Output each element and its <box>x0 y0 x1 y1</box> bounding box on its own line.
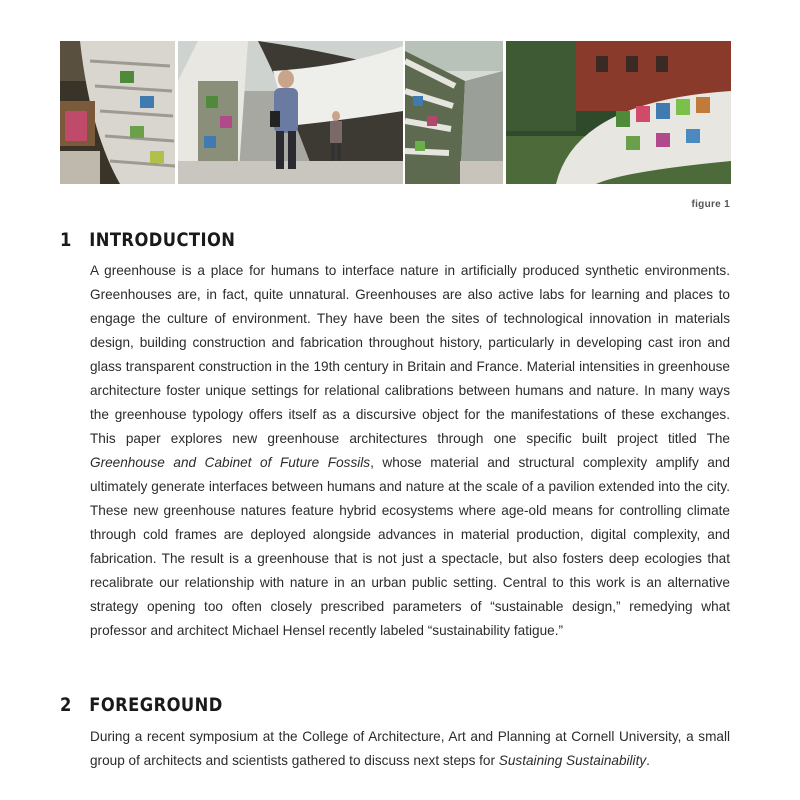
symposium-title-italic: Sustaining Sustainability <box>498 753 647 768</box>
paragraph-text: During a recent symposium at the College of Architecture, Art and Planning at Cornell University, a small group of architects and scientists gathered to discuss next steps for <box>90 729 730 768</box>
photo-pavilion-lawn <box>506 41 731 184</box>
section-number: 2 <box>60 694 72 716</box>
figure-caption: figure 1 <box>691 199 730 210</box>
figure-1-photo-strip <box>60 41 731 184</box>
paragraph-text-continued: , whose material and structural complexity amplify and ultimately generate interfaces between humans and nature at the scale of a pavilion extended into the city. These new greenhouse natures feature hybrid ecosystems where age-old means for controlling climate through cold frames are deployed alongside advances in material production, digital complexity, and fabrication. The result is a greenhouse that is not just a spectacle, but also fosters deep ecologies that recalibrate our relationship with nature in an urban public setting. Central to this work is an alternative strategy opening too often closely prescribed parameters of “sustainable design,” remedying what professor and architect Michael Hensel recently labeled “sustainability fatigue.” <box>90 455 730 638</box>
photo-pavilion-closeup <box>60 41 175 184</box>
section-heading-foreground <box>60 694 223 716</box>
photo-pavilion-side <box>405 41 503 184</box>
paragraph-text: A greenhouse is a place for humans to interface nature in artificially produced synthetic environments. Greenhouses are, in fact, quite unnatural. Greenhouses are also active labs for learning and places to engage the culture of environment. They have been the sites of technological innovation in materials design, building construction and fabrication throughout history, particularly in developing cast iron and glass transparent construction in the 19th century in Britain and France. Material intensities in greenhouse architecture foster unique settings for relational calibrations between humans and nature. In many ways the greenhouse typology offers itself as a discursive object for the manifestations of these exchanges. This paper explores new greenhouse architectures through one specific built project titled The <box>90 263 730 446</box>
section-heading-introduction <box>60 229 235 251</box>
section-title: FOREGROUND <box>89 694 223 716</box>
section-number: 1 <box>60 229 72 251</box>
photo-visitors-walkway <box>178 41 403 184</box>
paragraph-text-continued: . <box>646 753 650 768</box>
foreground-paragraph <box>90 725 730 773</box>
project-title-italic: Greenhouse and Cabinet of Future Fossils <box>90 455 371 470</box>
introduction-paragraph <box>90 259 730 643</box>
section-title: INTRODUCTION <box>89 229 236 251</box>
